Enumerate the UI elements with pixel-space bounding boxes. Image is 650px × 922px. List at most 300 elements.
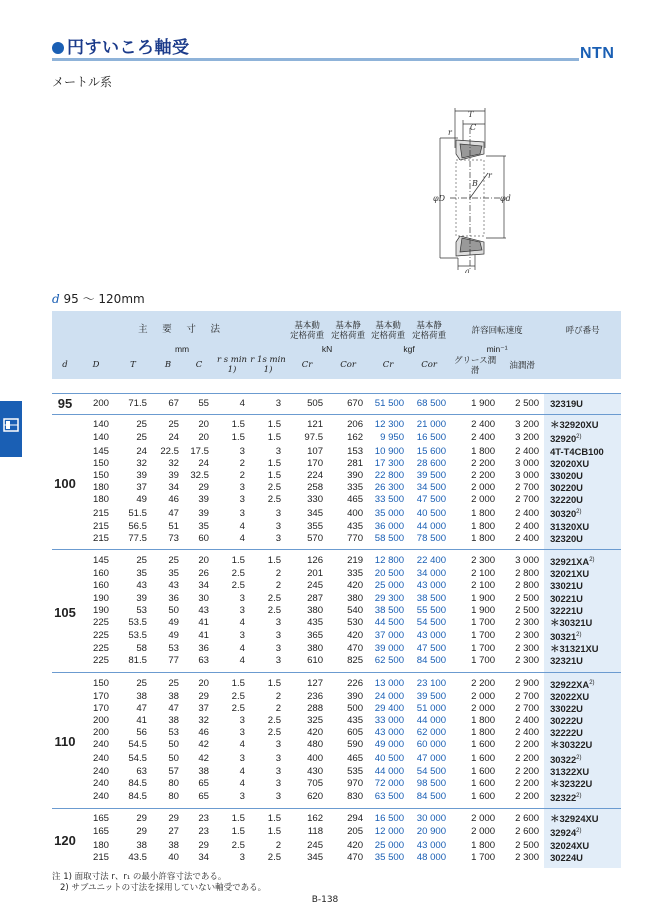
table-row	[52, 809, 621, 826]
table-cell: 335	[347, 568, 364, 580]
bearing-designation: 32920$^{2)}$	[544, 431, 621, 445]
table-cell: 4	[239, 777, 245, 789]
table-cell: 58 500	[374, 532, 405, 544]
table-cell: 77.5	[128, 532, 147, 544]
table-cell: 3	[239, 507, 245, 519]
bearing-designation: 30321$^{2)}$	[544, 629, 621, 643]
table-cell: 150	[92, 677, 109, 689]
table-cell: 47	[168, 702, 179, 714]
header-speed: 許容回転速度	[471, 325, 523, 335]
table-cell: 2.5	[231, 568, 245, 580]
table-cell: 236	[307, 690, 324, 702]
table-cell: 245	[307, 839, 324, 851]
table-cell: 30	[198, 592, 209, 604]
table-cell: 53.5	[128, 630, 147, 642]
table-cell: 2 000	[471, 690, 496, 702]
table-cell: 345	[307, 507, 324, 519]
table-cell: 35 000	[374, 507, 405, 519]
table-cell: 3 000	[515, 555, 540, 566]
table-cell: 54.5	[128, 752, 147, 764]
table-cell: 43 000	[374, 727, 405, 739]
bearing-designation: 32024XU	[544, 840, 621, 852]
table-cell: 2.5	[267, 851, 282, 863]
table-cell: 28 600	[416, 457, 447, 469]
table-cell: 1.5	[267, 826, 282, 838]
bearing-designation: ＊32924XU	[544, 809, 621, 826]
table-cell: 26 300	[374, 482, 405, 494]
table-cell: 400	[347, 507, 364, 519]
unit-rpm: min⁻¹	[486, 344, 508, 354]
table-row	[52, 482, 621, 494]
table-cell: 1 800	[471, 839, 496, 851]
table-cell: 34	[198, 851, 209, 863]
section-tab[interactable]	[0, 401, 22, 457]
table-cell: 390	[347, 690, 364, 702]
table-row	[52, 568, 621, 580]
bore-group-105	[52, 549, 621, 672]
table-cell: 530	[347, 616, 364, 628]
table-cell: 3	[239, 445, 245, 457]
bearing-designation: 32220U	[544, 494, 621, 506]
unit-kn: kN	[321, 344, 333, 354]
table-cell: 25	[136, 432, 147, 444]
bearing-designation: 30224U	[544, 852, 621, 868]
table-cell: 4	[239, 520, 245, 532]
table-cell: 3	[275, 507, 282, 519]
col-cor-kgf: Cor	[421, 360, 437, 370]
table-cell: 705	[307, 777, 324, 789]
table-cell: 27	[168, 826, 179, 838]
table-cell: 225	[92, 616, 109, 628]
table-cell: 1.5	[231, 677, 245, 689]
table-cell: 1 800	[471, 532, 496, 544]
table-cell: 51.5	[128, 507, 147, 519]
table-cell: 63	[136, 765, 147, 777]
table-cell: 49 000	[374, 739, 405, 751]
table-cell: 84.5	[128, 791, 147, 803]
table-row	[52, 580, 621, 592]
table-cell: 1 700	[471, 643, 496, 655]
footnote-marker: 2)	[576, 434, 582, 441]
title-bullet-icon	[52, 42, 64, 54]
table-cell: 36	[198, 643, 209, 655]
table-cell: 2 300	[515, 616, 540, 628]
table-cell: 2	[275, 839, 282, 851]
col-C: C	[195, 360, 203, 370]
table-cell: 43	[198, 604, 209, 616]
table-cell: 288	[307, 702, 324, 714]
table-cell: 2 200	[515, 765, 540, 777]
table-cell: 2.5	[267, 494, 282, 506]
table-cell: 47	[136, 702, 147, 714]
bearing-designation: 32020XU	[544, 458, 621, 470]
bearing-designation: 30322$^{2)}$	[544, 752, 621, 766]
table-cell: 2 900	[515, 677, 540, 689]
table-cell: 153	[347, 445, 364, 457]
table-cell: 127	[307, 677, 324, 689]
header-cr-kn: 基本動 定格荷重	[290, 320, 325, 340]
header-main-dims: 主 要 寸 法	[138, 324, 226, 335]
table-row	[52, 533, 621, 550]
table-cell: 420	[347, 839, 364, 851]
table-cell: 3	[275, 739, 282, 751]
bore-diameter: 95	[57, 396, 73, 412]
table-cell: 2 400	[515, 727, 540, 739]
table-cell: 21 000	[416, 419, 447, 431]
table-cell: 225	[92, 630, 109, 642]
col-cor: Cor	[340, 360, 356, 370]
bearing-designation: 32924$^{2)}$	[544, 825, 621, 839]
table-cell: 50	[168, 604, 179, 616]
table-cell: 2 300	[471, 555, 496, 566]
table-cell: 80	[168, 777, 179, 789]
table-cell: 37 000	[374, 630, 405, 642]
table-cell: 39 500	[416, 469, 447, 481]
table-cell: 2 200	[515, 777, 540, 789]
table-cell: 29	[198, 839, 209, 851]
table-cell: 2 000	[471, 813, 496, 825]
dim-label-r: r	[448, 128, 452, 137]
table-cell: 4	[239, 655, 245, 667]
table-cell: 1.5	[231, 432, 245, 444]
table-cell: 25	[136, 555, 147, 566]
table-cell: 29	[136, 813, 147, 825]
table-cell: 36	[168, 592, 179, 604]
table-cell: 84.5	[128, 777, 147, 789]
table-cell: 50	[168, 739, 179, 751]
footnote-marker: 2)	[576, 793, 582, 800]
bearing-designation: ＊32322U	[544, 778, 621, 790]
table-cell: 345	[307, 851, 324, 863]
table-cell: 97.5	[304, 432, 324, 444]
table-cell: 41	[136, 715, 147, 727]
bearing-spec-table	[52, 311, 621, 868]
footnote-marker: 2)	[589, 556, 595, 563]
footnote-marker: 2)	[576, 828, 582, 835]
table-cell: 23	[198, 826, 209, 838]
table-cell: 2 000	[471, 494, 496, 506]
table-cell: 400	[307, 752, 324, 764]
table-cell: 435	[347, 520, 364, 532]
table-cell: 1 700	[471, 616, 496, 628]
table-cell: 200	[92, 398, 109, 410]
table-cell: 420	[347, 580, 364, 592]
table-cell: 3	[239, 791, 245, 803]
table-cell: 500	[347, 702, 364, 714]
header-cor-kgf: 基本静 定格荷重	[412, 320, 447, 340]
table-cell: 3	[239, 752, 245, 764]
table-cell: 20	[198, 432, 209, 444]
bearing-designation: 32022XU	[544, 691, 621, 703]
table-cell: 160	[92, 568, 109, 580]
table-cell: 38	[168, 839, 179, 851]
table-cell: 53.5	[128, 616, 147, 628]
table-cell: 25	[136, 419, 147, 431]
table-cell: 25	[168, 677, 179, 689]
footnotes	[52, 872, 266, 894]
table-cell: 34 500	[416, 482, 447, 494]
table-cell: 465	[347, 494, 364, 506]
table-cell: 56.5	[128, 520, 147, 532]
table-cell: 73	[168, 532, 179, 544]
table-cell: 3	[239, 604, 245, 616]
table-cell: 51 500	[374, 398, 405, 410]
table-cell: 610	[307, 655, 324, 667]
table-cell: 1 600	[471, 791, 496, 803]
table-cell: 25 000	[374, 839, 405, 851]
table-cell: 226	[347, 677, 364, 689]
table-cell: 830	[347, 791, 364, 803]
table-cell: 20 900	[416, 826, 447, 838]
table-cell: 49	[168, 630, 179, 642]
table-cell: 10 900	[374, 445, 405, 457]
table-cell: 1.5	[267, 555, 282, 566]
table-cell: 47 000	[416, 752, 447, 764]
bore-diameter: 120	[54, 832, 76, 848]
table-cell: 825	[347, 655, 364, 667]
table-cell: 42	[198, 752, 209, 764]
table-cell: 2	[239, 457, 245, 469]
table-cell: 36 000	[374, 520, 405, 532]
table-cell: 38	[168, 690, 179, 702]
table-cell: 3	[275, 630, 282, 642]
table-cell: 145	[92, 445, 109, 457]
table-cell: 1.5	[267, 457, 282, 469]
table-cell: 22 800	[374, 469, 405, 481]
table-cell: 107	[307, 445, 324, 457]
bearing-designation: 32322$^{2)}$	[544, 790, 621, 809]
table-cell: 44 000	[416, 520, 447, 532]
table-cell: 58	[136, 643, 147, 655]
table-row	[52, 672, 621, 691]
table-cell: 35	[198, 520, 209, 532]
table-cell: 3	[275, 752, 282, 764]
table-cell: 43.5	[128, 851, 147, 863]
table-cell: 2 200	[515, 752, 540, 764]
table-cell: 590	[347, 739, 364, 751]
table-cell: 71.5	[128, 398, 147, 410]
subtitle: メートル系	[52, 75, 113, 89]
table-cell: 1 800	[471, 507, 496, 519]
table-cell: 3	[275, 445, 282, 457]
table-cell: 365	[307, 630, 324, 642]
col-grease: グリース潤滑	[454, 355, 497, 375]
bearing-designation: 30222U	[544, 715, 621, 727]
table-cell: 54 500	[416, 616, 447, 628]
table-cell: 2	[239, 469, 245, 481]
dim-label-C: C	[470, 123, 477, 132]
table-cell: 98 500	[416, 777, 447, 789]
bearing-tab-icon	[0, 401, 22, 457]
table-cell: 287	[307, 592, 324, 604]
table-cell: 570	[307, 532, 324, 544]
table-cell: 39	[168, 469, 179, 481]
table-cell: 12 300	[374, 419, 405, 431]
bore-group-120	[52, 809, 621, 868]
table-cell: 2 500	[515, 604, 540, 616]
bore-diameter: 110	[54, 734, 76, 750]
table-cell: 20	[198, 419, 209, 431]
table-cell: 2.5	[231, 690, 245, 702]
table-cell: 470	[347, 851, 364, 863]
table-cell: 17.5	[190, 445, 209, 457]
table-cell: 470	[347, 643, 364, 655]
table-cell: 25 000	[374, 580, 405, 592]
bearing-designation: 32221U	[544, 605, 621, 617]
table-cell: 34 000	[416, 568, 447, 580]
size-range	[52, 290, 145, 307]
table-cell: 3	[239, 494, 245, 506]
table-cell: 35 500	[374, 851, 405, 863]
bearing-designation: 32321U	[544, 655, 621, 672]
table-cell: 48 000	[416, 851, 447, 863]
bore-diameter: 100	[54, 476, 76, 492]
table-cell: 121	[307, 419, 324, 431]
table-cell: 29 400	[374, 702, 405, 714]
table-cell: 46	[198, 727, 209, 739]
table-cell: 72 000	[374, 777, 405, 789]
table-cell: 43 000	[416, 630, 447, 642]
table-cell: 225	[92, 655, 109, 667]
table-cell: 2 400	[471, 432, 496, 444]
table-cell: 3	[239, 482, 245, 494]
table-cell: 140	[92, 419, 109, 431]
unit-mm: mm	[174, 344, 190, 354]
table-cell: 29	[168, 813, 179, 825]
table-row	[52, 394, 621, 415]
table-cell: 2 400	[515, 532, 540, 544]
table-cell: 78 500	[416, 532, 447, 544]
table-cell: 335	[347, 482, 364, 494]
footnote-1: 注 1) 面取寸法 r、r₁ の最小許容寸法である。	[52, 872, 227, 882]
table-row	[52, 592, 621, 604]
table-cell: 56	[136, 727, 147, 739]
table-cell: 215	[92, 507, 109, 519]
table-cell: 32	[136, 457, 147, 469]
table-cell: 2 500	[515, 839, 540, 851]
table-cell: 2 400	[515, 507, 540, 519]
table-cell: 26	[198, 568, 209, 580]
table-cell: 68 500	[416, 398, 447, 410]
table-cell: 2 700	[515, 690, 540, 702]
table-cell: 170	[92, 702, 109, 714]
table-cell: 126	[307, 555, 324, 566]
table-row	[52, 766, 621, 778]
table-cell: 2.5	[231, 702, 245, 714]
table-cell: 60	[198, 532, 209, 544]
table-cell: 22 400	[416, 555, 447, 566]
table-cell: 1 900	[471, 398, 496, 410]
dim-label-r2: r	[488, 171, 492, 180]
table-cell: 240	[92, 777, 109, 789]
col-oil: 油潤滑	[509, 360, 535, 370]
table-cell: 33 000	[374, 715, 405, 727]
table-cell: 1.5	[231, 813, 245, 825]
table-cell: 435	[307, 616, 324, 628]
bearing-designation: 32922XA$^{2)}$	[544, 672, 621, 691]
table-cell: 44 000	[416, 715, 447, 727]
table-cell: 1 600	[471, 752, 496, 764]
table-cell: 51	[168, 520, 179, 532]
page-number: B-138	[311, 895, 339, 905]
table-cell: 3	[275, 777, 282, 789]
table-cell: 67	[168, 398, 179, 410]
table-cell: 13 000	[374, 677, 405, 689]
table-cell: 15 600	[416, 445, 447, 457]
table-cell: 3	[275, 398, 282, 410]
table-cell: 605	[347, 727, 364, 739]
col-cr: Cr	[301, 360, 313, 370]
col-D: D	[92, 360, 100, 370]
table-cell: 35	[136, 568, 147, 580]
table-cell: 41	[198, 616, 209, 628]
dim-label-d: φd	[500, 194, 511, 203]
table-cell: 4	[239, 739, 245, 751]
table-cell: 435	[347, 715, 364, 727]
table-cell: 2 700	[515, 494, 540, 506]
bearing-designation: ＊31321XU	[544, 643, 621, 655]
table-cell: 38	[168, 715, 179, 727]
bearing-designation: 31320XU	[544, 521, 621, 533]
table-cell: 620	[307, 791, 324, 803]
table-cell: 200	[92, 715, 109, 727]
table-cell: 40 500	[416, 507, 447, 519]
col-d: d	[62, 360, 68, 370]
table-cell: 51 000	[416, 702, 447, 714]
table-cell: 355	[307, 520, 324, 532]
table-cell: 80	[168, 791, 179, 803]
footnote-2: 2) サブユニットの寸法を採用していない軸受である。	[60, 883, 267, 893]
table-cell: 49	[136, 494, 147, 506]
table-cell: 162	[307, 813, 324, 825]
table-cell: 84 500	[416, 791, 447, 803]
table-cell: 1.5	[267, 677, 282, 689]
table-cell: 162	[347, 432, 364, 444]
table-row	[52, 715, 621, 727]
bore-group-110	[52, 672, 621, 809]
table-cell: 1 900	[471, 592, 496, 604]
table-cell: 2 400	[515, 520, 540, 532]
table-cell: 380	[307, 604, 324, 616]
table-cell: 3	[239, 851, 245, 863]
table-cell: 44 000	[374, 765, 405, 777]
table-cell: 465	[347, 752, 364, 764]
table-cell: 25	[168, 419, 179, 431]
col-cr-kgf: Cr	[382, 360, 394, 370]
table-cell: 480	[307, 739, 324, 751]
page-title	[52, 33, 190, 58]
table-cell: 2 600	[515, 813, 540, 825]
table-cell: 3	[239, 727, 245, 739]
table-cell: 206	[347, 419, 364, 431]
table-row	[52, 446, 621, 458]
table-cell: 32	[198, 715, 209, 727]
table-cell: 3 200	[515, 432, 540, 444]
table-cell: 23 100	[416, 677, 447, 689]
table-cell: 22.5	[160, 445, 179, 457]
table-row	[52, 506, 621, 520]
dim-label-a: a	[465, 267, 470, 273]
table-cell: 1 700	[471, 630, 496, 642]
table-cell: 2	[275, 690, 282, 702]
table-row	[52, 617, 621, 629]
footnote-marker: 2)	[576, 754, 582, 761]
table-cell: 38	[136, 690, 147, 702]
table-cell: 3	[275, 765, 282, 777]
table-cell: 2 500	[515, 592, 540, 604]
header-designation: 呼び番号	[565, 325, 600, 335]
table-cell: 42	[198, 739, 209, 751]
